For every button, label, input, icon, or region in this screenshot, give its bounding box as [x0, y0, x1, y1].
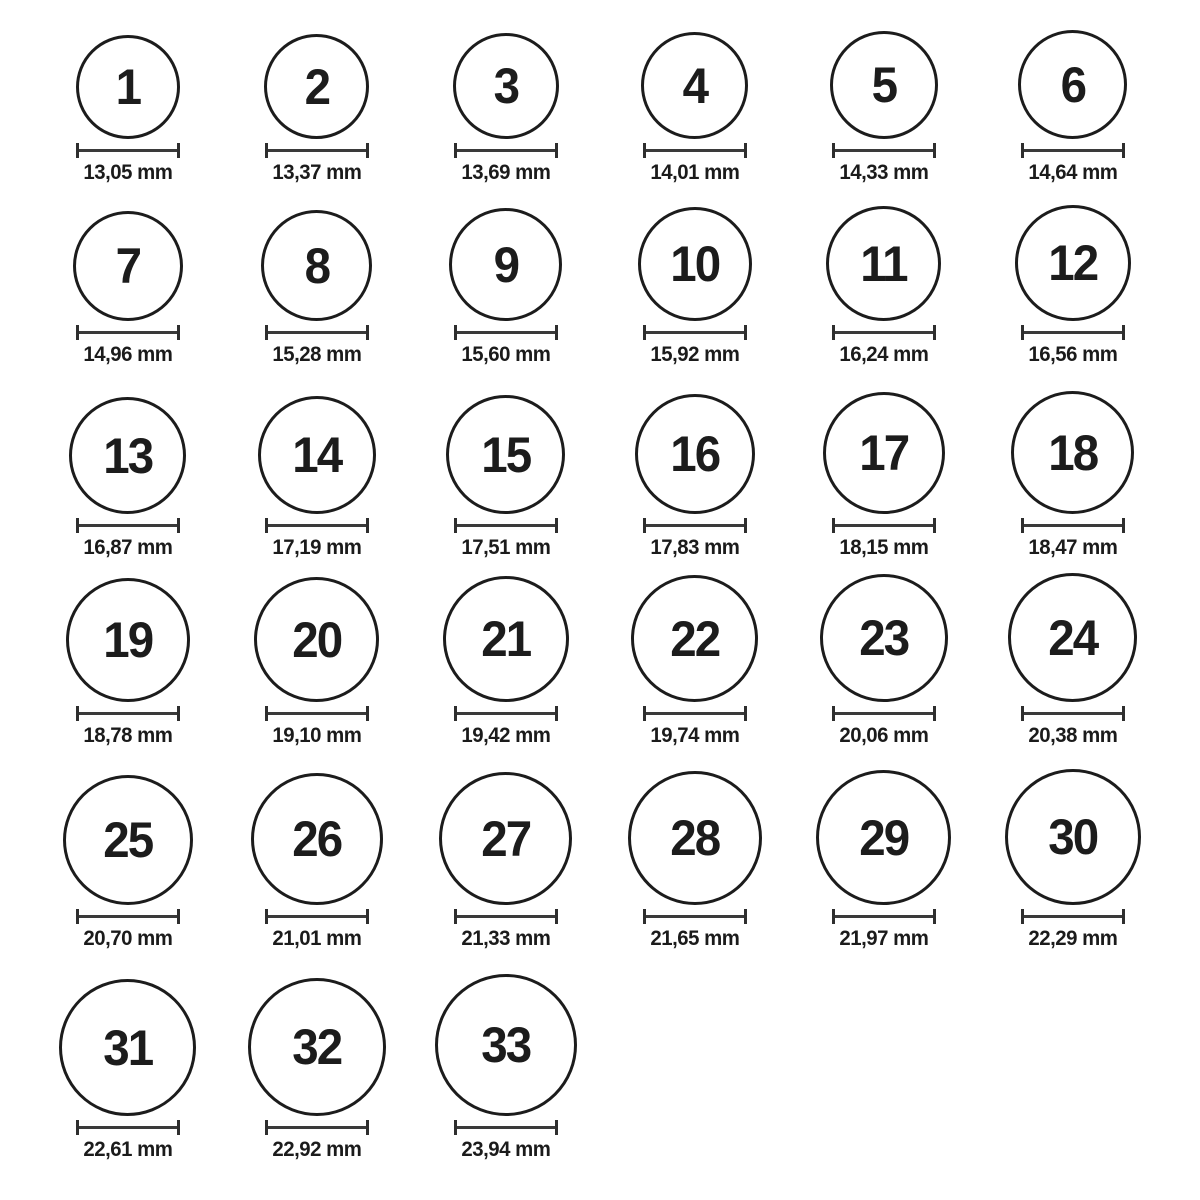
ring-size-cell — [33, 365, 222, 558]
diameter-label: 19,74 mm — [650, 724, 739, 747]
ring-size-cell — [789, 558, 978, 746]
diameter-label: 21,65 mm — [650, 927, 739, 950]
ring-circle — [1011, 391, 1134, 514]
ring-size-cell — [411, 183, 600, 365]
diameter-measure-line — [643, 909, 747, 924]
ring-size-number: 5 — [871, 57, 896, 113]
ring-circle — [261, 210, 372, 321]
diameter-label: 22,61 mm — [83, 1138, 172, 1161]
diameter-label: 15,60 mm — [461, 343, 550, 366]
ring-circle — [830, 31, 938, 139]
ring-circle — [439, 772, 572, 905]
ring-size-number: 19 — [102, 612, 153, 668]
ring-size-cell — [222, 365, 411, 558]
diameter-label: 18,78 mm — [83, 724, 172, 747]
ring-size-number: 22 — [669, 610, 720, 667]
ring-circle — [76, 35, 180, 139]
ring-size-number: 12 — [1047, 235, 1098, 291]
ring-circle — [823, 392, 945, 514]
diameter-measure-line — [76, 518, 180, 533]
diameter-measure-line — [265, 706, 369, 721]
diameter-measure-line — [1021, 909, 1125, 924]
ring-size-cell — [411, 365, 600, 558]
ring-size-number: 11 — [860, 235, 907, 292]
ring-size-cell — [33, 949, 222, 1160]
ring-circle — [1008, 573, 1137, 702]
diameter-measure-line — [76, 1120, 180, 1135]
diameter-measure-line — [76, 325, 180, 340]
ring-size-number: 1 — [115, 59, 140, 115]
diameter-label: 18,15 mm — [839, 536, 928, 559]
diameter-label: 13,37 mm — [272, 161, 361, 184]
diameter-measure-line — [643, 143, 747, 158]
diameter-label: 14,64 mm — [1028, 161, 1117, 184]
ring-size-number: 26 — [291, 811, 342, 867]
diameter-measure-line — [1021, 518, 1125, 533]
ring-size-number: 31 — [102, 1019, 153, 1076]
diameter-measure-line — [76, 706, 180, 721]
ring-circle — [248, 978, 386, 1116]
ring-circle — [635, 394, 755, 514]
diameter-label: 21,01 mm — [272, 927, 361, 950]
diameter-label: 13,69 mm — [461, 161, 550, 184]
ring-size-number: 18 — [1047, 424, 1098, 481]
diameter-measure-line — [76, 143, 180, 158]
ring-size-number: 6 — [1060, 56, 1085, 113]
diameter-measure-line — [832, 518, 936, 533]
ring-size-number: 21 — [480, 611, 531, 667]
ring-size-number: 2 — [304, 58, 329, 115]
ring-size-number: 33 — [480, 1017, 531, 1073]
diameter-measure-line — [1021, 325, 1125, 340]
ring-circle — [816, 770, 951, 905]
diameter-label: 18,47 mm — [1028, 536, 1117, 559]
ring-size-number: 3 — [493, 58, 518, 114]
diameter-measure-line — [832, 325, 936, 340]
diameter-label: 15,28 mm — [272, 343, 361, 366]
diameter-measure-line — [454, 1120, 558, 1135]
diameter-measure-line — [454, 706, 558, 721]
ring-size-cell — [789, 0, 978, 183]
ring-size-cell — [33, 0, 222, 183]
ring-size-number: 25 — [102, 812, 153, 868]
ring-size-cell — [600, 746, 789, 949]
diameter-label: 14,96 mm — [83, 343, 172, 366]
diameter-label: 23,94 mm — [461, 1138, 550, 1161]
diameter-measure-line — [265, 1120, 369, 1135]
ring-size-cell — [222, 949, 411, 1160]
diameter-measure-line — [265, 518, 369, 533]
ring-size-cell — [33, 183, 222, 365]
ring-circle — [631, 575, 758, 702]
diameter-label: 22,29 mm — [1028, 927, 1117, 950]
diameter-measure-line — [76, 909, 180, 924]
ring-circle — [1015, 205, 1131, 321]
ring-circle — [1018, 30, 1127, 139]
diameter-measure-line — [265, 325, 369, 340]
diameter-measure-line — [454, 518, 558, 533]
ring-size-cell — [222, 558, 411, 746]
diameter-label: 16,56 mm — [1028, 343, 1117, 366]
ring-size-number: 7 — [115, 238, 140, 294]
ring-circle — [63, 775, 193, 905]
ring-size-cell — [978, 0, 1167, 183]
ring-size-number: 15 — [480, 426, 531, 483]
ring-size-number: 16 — [669, 426, 720, 482]
ring-size-number: 4 — [682, 57, 707, 114]
ring-size-cell — [978, 183, 1167, 365]
ring-size-number: 23 — [858, 610, 909, 666]
ring-size-cell — [600, 0, 789, 183]
diameter-label: 13,05 mm — [83, 161, 172, 184]
ring-size-number: 28 — [669, 810, 720, 866]
ring-size-cell — [411, 558, 600, 746]
diameter-label: 21,33 mm — [461, 927, 550, 950]
diameter-label: 19,10 mm — [272, 724, 361, 747]
diameter-measure-line — [832, 909, 936, 924]
ring-size-number: 17 — [858, 425, 909, 481]
ring-size-cell — [600, 183, 789, 365]
ring-circle — [820, 574, 948, 702]
diameter-label: 17,83 mm — [650, 536, 739, 559]
diameter-measure-line — [265, 143, 369, 158]
ring-circle — [251, 773, 383, 905]
ring-circle — [69, 397, 186, 514]
ring-circle — [641, 32, 748, 139]
ring-size-cell — [978, 558, 1167, 746]
ring-size-number: 8 — [304, 237, 329, 294]
diameter-measure-line — [643, 706, 747, 721]
ring-size-cell — [600, 365, 789, 558]
ring-circle — [264, 34, 369, 139]
ring-size-number: 13 — [102, 427, 153, 484]
diameter-measure-line — [1021, 706, 1125, 721]
diameter-label: 17,19 mm — [272, 536, 361, 559]
ring-circle — [628, 771, 762, 905]
ring-size-number: 14 — [291, 427, 342, 483]
ring-size-cell — [33, 558, 222, 746]
ring-size-cell — [411, 746, 600, 949]
diameter-label: 15,92 mm — [650, 343, 739, 366]
diameter-label: 17,51 mm — [461, 536, 550, 559]
diameter-measure-line — [643, 518, 747, 533]
diameter-label: 16,87 mm — [83, 536, 172, 559]
ring-circle — [1005, 769, 1141, 905]
ring-size-cell — [789, 746, 978, 949]
diameter-label: 22,92 mm — [272, 1138, 361, 1161]
ring-size-number: 27 — [480, 810, 531, 867]
diameter-label: 16,24 mm — [839, 343, 928, 366]
ring-size-cell — [411, 0, 600, 183]
ring-circle — [66, 578, 190, 702]
ring-size-number: 20 — [291, 611, 342, 668]
ring-size-cell — [978, 746, 1167, 949]
ring-size-cell — [222, 183, 411, 365]
diameter-label: 20,38 mm — [1028, 724, 1117, 747]
ring-size-cell — [978, 365, 1167, 558]
ring-size-cell — [33, 746, 222, 949]
ring-circle — [73, 211, 183, 321]
ring-size-cell — [411, 949, 600, 1160]
diameter-measure-line — [265, 909, 369, 924]
ring-size-number: 32 — [291, 1019, 342, 1075]
ring-size-cell — [600, 558, 789, 746]
ring-circle — [443, 576, 569, 702]
ring-size-cell — [789, 365, 978, 558]
diameter-measure-line — [832, 706, 936, 721]
diameter-measure-line — [454, 909, 558, 924]
ring-size-number: 30 — [1047, 809, 1098, 865]
diameter-label: 21,97 mm — [839, 927, 928, 950]
diameter-label: 20,06 mm — [839, 724, 928, 747]
ring-circle — [449, 208, 562, 321]
diameter-measure-line — [643, 325, 747, 340]
ring-size-cell — [789, 183, 978, 365]
ring-size-cell — [222, 746, 411, 949]
diameter-measure-line — [1021, 143, 1125, 158]
ring-size-cell — [222, 0, 411, 183]
diameter-label: 14,01 mm — [650, 161, 739, 184]
ring-circle — [254, 577, 379, 702]
diameter-measure-line — [832, 143, 936, 158]
diameter-label: 20,70 mm — [83, 927, 172, 950]
ring-size-number: 24 — [1047, 609, 1098, 666]
ring-circle — [258, 396, 376, 514]
ring-size-number: 9 — [493, 236, 518, 293]
diameter-measure-line — [454, 143, 558, 158]
ring-circle — [453, 33, 559, 139]
diameter-measure-line — [454, 325, 558, 340]
ring-circle — [446, 395, 565, 514]
ring-circle — [59, 979, 196, 1116]
ring-circle — [638, 207, 752, 321]
ring-size-number: 29 — [858, 809, 909, 866]
ring-circle — [435, 974, 577, 1116]
ring-circle — [826, 206, 941, 321]
diameter-label: 19,42 mm — [461, 724, 550, 747]
ring-size-number: 10 — [669, 236, 720, 292]
diameter-label: 14,33 mm — [839, 161, 928, 184]
